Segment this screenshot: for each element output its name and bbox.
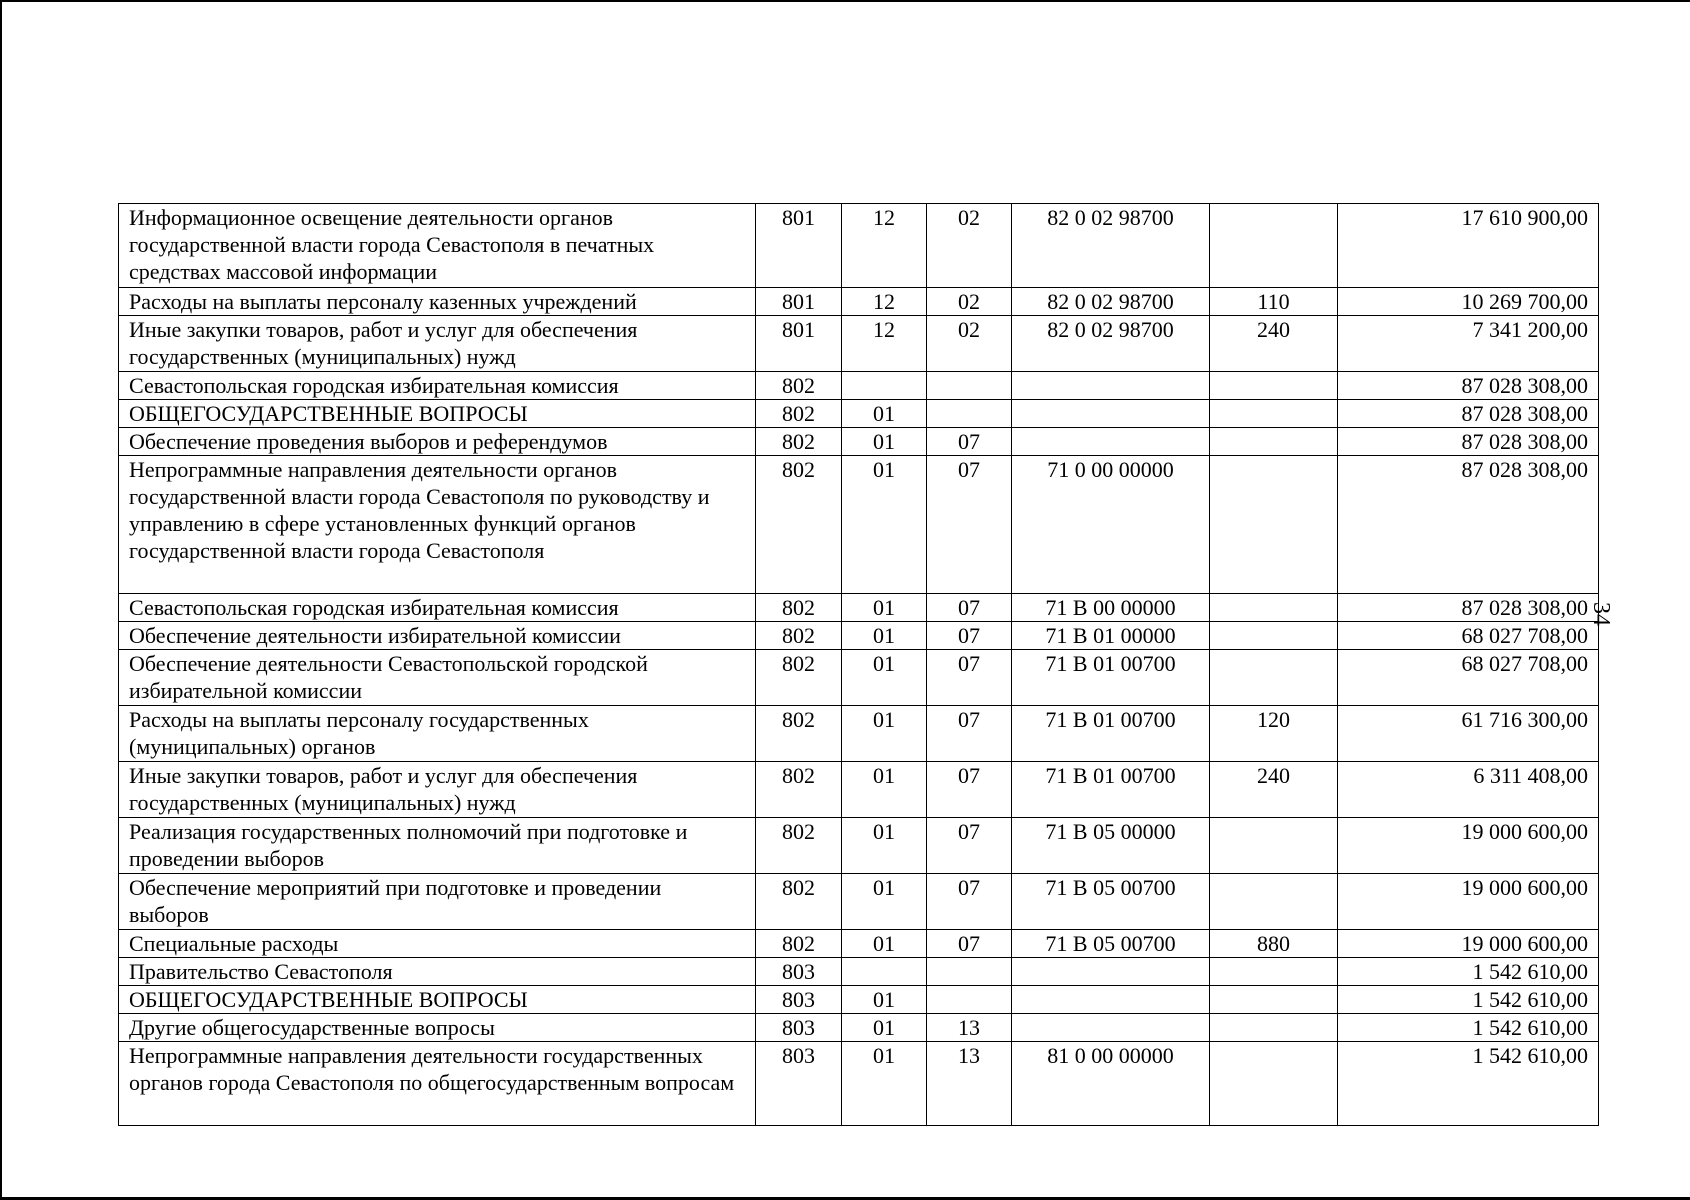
cell-amount: 7 341 200,00	[1338, 316, 1599, 372]
cell-pr: 07	[927, 706, 1012, 762]
cell-vr	[1210, 204, 1338, 288]
page-number: 34	[1588, 602, 1614, 626]
cell-ved: 802	[756, 372, 842, 400]
cell-csr: 71 В 01 00700	[1012, 762, 1210, 818]
cell-name: ОБЩЕГОСУДАРСТВЕННЫЕ ВОПРОСЫ	[119, 986, 756, 1014]
cell-csr: 81 0 00 00000	[1012, 1042, 1210, 1126]
cell-ved: 801	[756, 204, 842, 288]
cell-rz: 01	[842, 622, 927, 650]
table-row	[119, 930, 1599, 958]
cell-pr	[927, 372, 1012, 400]
table-row	[119, 372, 1599, 400]
cell-pr: 07	[927, 594, 1012, 622]
cell-rz: 01	[842, 706, 927, 762]
cell-csr: 82 0 02 98700	[1012, 288, 1210, 316]
cell-rz: 01	[842, 1042, 927, 1126]
cell-vr	[1210, 986, 1338, 1014]
cell-name: Реализация государственных полномочий при подготовке и проведении выборов	[119, 818, 756, 874]
cell-pr: 13	[927, 1042, 1012, 1126]
cell-vr	[1210, 372, 1338, 400]
cell-vr: 110	[1210, 288, 1338, 316]
cell-csr: 71 В 01 00700	[1012, 706, 1210, 762]
cell-pr: 07	[927, 456, 1012, 594]
cell-csr	[1012, 428, 1210, 456]
cell-csr	[1012, 986, 1210, 1014]
cell-amount: 68 027 708,00	[1338, 622, 1599, 650]
cell-amount: 61 716 300,00	[1338, 706, 1599, 762]
table-row	[119, 986, 1599, 1014]
cell-pr: 07	[927, 762, 1012, 818]
cell-pr: 07	[927, 622, 1012, 650]
cell-amount: 6 311 408,00	[1338, 762, 1599, 818]
cell-csr: 71 В 00 00000	[1012, 594, 1210, 622]
cell-amount: 1 542 610,00	[1338, 1014, 1599, 1042]
table-row	[119, 456, 1599, 594]
cell-csr: 71 В 05 00000	[1012, 818, 1210, 874]
cell-csr: 82 0 02 98700	[1012, 316, 1210, 372]
cell-pr: 13	[927, 1014, 1012, 1042]
cell-name: Севастопольская городская избирательная комиссия	[119, 372, 756, 400]
cell-vr	[1210, 594, 1338, 622]
cell-name: Непрограммные направления деятельности органов государственной власти города Севастополя по руководству и управлению в сфере установленных функций органов государственной власти города Севастополя	[119, 456, 756, 594]
cell-csr: 82 0 02 98700	[1012, 204, 1210, 288]
cell-ved: 802	[756, 594, 842, 622]
cell-name: Расходы на выплаты персоналу казенных учреждений	[119, 288, 756, 316]
cell-vr	[1210, 456, 1338, 594]
cell-name: Иные закупки товаров, работ и услуг для обеспечения государственных (муниципальных) нужд	[119, 316, 756, 372]
cell-pr	[927, 958, 1012, 986]
cell-ved: 803	[756, 1014, 842, 1042]
cell-ved: 802	[756, 650, 842, 706]
table-row	[119, 762, 1599, 818]
cell-ved: 802	[756, 930, 842, 958]
cell-amount: 1 542 610,00	[1338, 1042, 1599, 1126]
cell-name: ОБЩЕГОСУДАРСТВЕННЫЕ ВОПРОСЫ	[119, 400, 756, 428]
cell-name: Расходы на выплаты персоналу государственных (муниципальных) органов	[119, 706, 756, 762]
cell-csr: 71 В 05 00700	[1012, 930, 1210, 958]
table-row	[119, 874, 1599, 930]
table-row	[119, 650, 1599, 706]
cell-csr	[1012, 372, 1210, 400]
cell-name: Обеспечение мероприятий при подготовке и проведении выборов	[119, 874, 756, 930]
table-row	[119, 594, 1599, 622]
cell-vr	[1210, 818, 1338, 874]
cell-rz: 01	[842, 650, 927, 706]
table-row	[119, 1042, 1599, 1126]
cell-amount: 17 610 900,00	[1338, 204, 1599, 288]
cell-rz: 01	[842, 818, 927, 874]
cell-rz: 01	[842, 930, 927, 958]
cell-pr: 07	[927, 650, 1012, 706]
cell-csr: 71 В 01 00000	[1012, 622, 1210, 650]
cell-vr	[1210, 874, 1338, 930]
cell-ved: 802	[756, 762, 842, 818]
cell-ved: 802	[756, 622, 842, 650]
cell-amount: 68 027 708,00	[1338, 650, 1599, 706]
cell-vr	[1210, 1014, 1338, 1042]
cell-rz: 01	[842, 594, 927, 622]
cell-amount: 87 028 308,00	[1338, 372, 1599, 400]
cell-name: Непрограммные направления деятельности государственных органов города Севастополя по общегосударственным вопросам	[119, 1042, 756, 1126]
cell-ved: 802	[756, 818, 842, 874]
cell-amount: 10 269 700,00	[1338, 288, 1599, 316]
cell-name: Специальные расходы	[119, 930, 756, 958]
cell-amount: 19 000 600,00	[1338, 818, 1599, 874]
cell-ved: 802	[756, 428, 842, 456]
cell-vr: 120	[1210, 706, 1338, 762]
cell-csr	[1012, 1014, 1210, 1042]
cell-rz	[842, 958, 927, 986]
cell-pr: 07	[927, 930, 1012, 958]
cell-vr	[1210, 622, 1338, 650]
cell-name: Правительство Севастополя	[119, 958, 756, 986]
cell-name: Другие общегосударственные вопросы	[119, 1014, 756, 1042]
cell-amount: 19 000 600,00	[1338, 874, 1599, 930]
cell-ved: 801	[756, 316, 842, 372]
cell-amount: 87 028 308,00	[1338, 456, 1599, 594]
cell-vr	[1210, 428, 1338, 456]
cell-vr	[1210, 400, 1338, 428]
cell-pr: 07	[927, 874, 1012, 930]
cell-vr: 240	[1210, 316, 1338, 372]
cell-rz: 12	[842, 204, 927, 288]
table-row	[119, 622, 1599, 650]
cell-rz: 01	[842, 428, 927, 456]
cell-ved: 801	[756, 288, 842, 316]
cell-amount: 87 028 308,00	[1338, 428, 1599, 456]
cell-csr: 71 В 05 00700	[1012, 874, 1210, 930]
table-row	[119, 428, 1599, 456]
cell-ved: 803	[756, 958, 842, 986]
cell-csr: 71 В 01 00700	[1012, 650, 1210, 706]
cell-name: Иные закупки товаров, работ и услуг для обеспечения государственных (муниципальных) нужд	[119, 762, 756, 818]
cell-rz: 01	[842, 874, 927, 930]
cell-ved: 802	[756, 874, 842, 930]
budget-table	[118, 203, 1599, 1126]
cell-name: Обеспечение деятельности Севастопольской городской избирательной комиссии	[119, 650, 756, 706]
cell-vr	[1210, 1042, 1338, 1126]
cell-rz: 01	[842, 986, 927, 1014]
cell-amount: 87 028 308,00	[1338, 594, 1599, 622]
cell-pr: 07	[927, 818, 1012, 874]
cell-ved: 803	[756, 986, 842, 1014]
cell-vr: 240	[1210, 762, 1338, 818]
cell-pr: 07	[927, 428, 1012, 456]
table-row	[119, 400, 1599, 428]
table-row	[119, 706, 1599, 762]
cell-name: Севастопольская городская избирательная комиссия	[119, 594, 756, 622]
cell-pr	[927, 400, 1012, 428]
cell-ved: 802	[756, 456, 842, 594]
cell-pr: 02	[927, 204, 1012, 288]
budget-table-body	[119, 204, 1599, 1126]
cell-amount: 87 028 308,00	[1338, 400, 1599, 428]
cell-vr	[1210, 650, 1338, 706]
cell-rz: 12	[842, 288, 927, 316]
cell-rz: 01	[842, 400, 927, 428]
cell-ved: 802	[756, 400, 842, 428]
table-row	[119, 316, 1599, 372]
cell-ved: 803	[756, 1042, 842, 1126]
cell-ved: 802	[756, 706, 842, 762]
table-row	[119, 818, 1599, 874]
cell-name: Информационное освещение деятельности органов государственной власти города Севастополя в печатных средствах массовой информации	[119, 204, 756, 288]
cell-amount: 1 542 610,00	[1338, 958, 1599, 986]
cell-name: Обеспечение деятельности избирательной комиссии	[119, 622, 756, 650]
cell-rz: 01	[842, 1014, 927, 1042]
cell-pr: 02	[927, 316, 1012, 372]
cell-pr: 02	[927, 288, 1012, 316]
table-row	[119, 288, 1599, 316]
cell-vr: 880	[1210, 930, 1338, 958]
table-row	[119, 958, 1599, 986]
cell-rz: 01	[842, 456, 927, 594]
cell-csr: 71 0 00 00000	[1012, 456, 1210, 594]
cell-pr	[927, 986, 1012, 1014]
cell-amount: 19 000 600,00	[1338, 930, 1599, 958]
table-row	[119, 1014, 1599, 1042]
cell-amount: 1 542 610,00	[1338, 986, 1599, 1014]
cell-csr	[1012, 958, 1210, 986]
cell-csr	[1012, 400, 1210, 428]
table-row	[119, 204, 1599, 288]
cell-rz: 12	[842, 316, 927, 372]
cell-name: Обеспечение проведения выборов и референдумов	[119, 428, 756, 456]
cell-vr	[1210, 958, 1338, 986]
cell-rz	[842, 372, 927, 400]
cell-rz: 01	[842, 762, 927, 818]
